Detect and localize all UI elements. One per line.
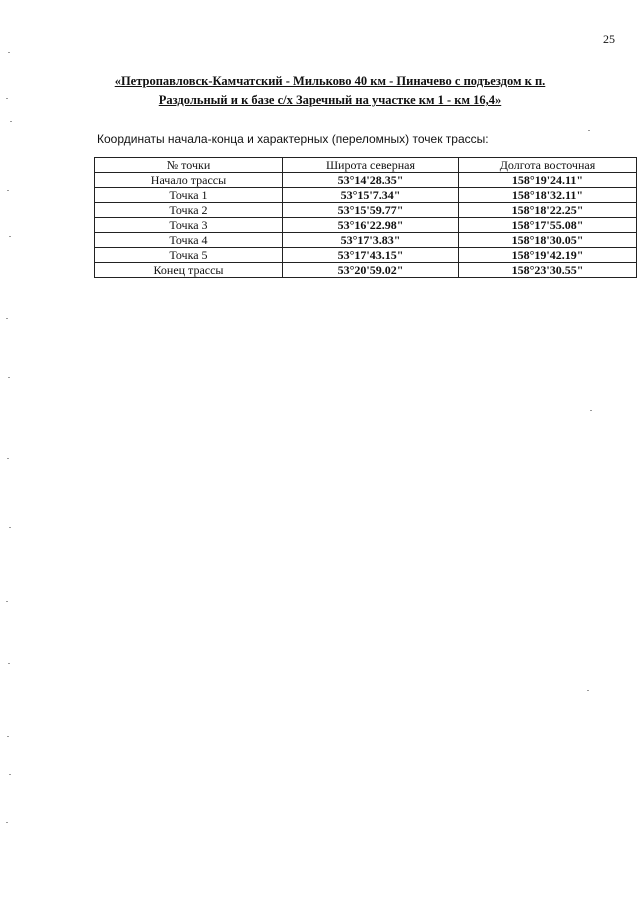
latitude-value: 53°14'28.35" (283, 173, 459, 188)
coordinates-table (94, 157, 637, 278)
scan-speck (6, 318, 8, 319)
page-number: 25 (603, 32, 615, 46)
table-row (95, 263, 637, 278)
header-longitude: Долгота восточная (459, 158, 637, 173)
document-title (100, 72, 560, 110)
point-name: Точка 2 (95, 203, 283, 218)
scan-speck (7, 736, 9, 737)
scan-speck (8, 377, 10, 378)
title-line-1: «Петропавловск-Камчатский - Мильково 40 км - Пиначево с подъездом к п. (114, 74, 546, 88)
table-row (95, 173, 637, 188)
table-row (95, 233, 637, 248)
latitude-value: 53°16'22.98" (283, 218, 459, 233)
scan-speck (8, 663, 10, 664)
latitude-value: 53°15'7.34" (283, 188, 459, 203)
header-latitude: Широта северная (283, 158, 459, 173)
scan-speck (6, 601, 8, 602)
scan-speck (9, 236, 11, 237)
point-name: Точка 5 (95, 248, 283, 263)
table-row (95, 203, 637, 218)
scan-speck (10, 121, 12, 122)
longitude-value: 158°18'22.25" (459, 203, 637, 218)
table-row (95, 218, 637, 233)
longitude-value: 158°18'30.05" (459, 233, 637, 248)
scan-speck (588, 130, 590, 131)
point-name: Начало трассы (95, 173, 283, 188)
scan-speck (9, 774, 11, 775)
scan-speck (9, 527, 11, 528)
longitude-value: 158°18'32.11" (459, 188, 637, 203)
longitude-value: 158°17'55.08" (459, 218, 637, 233)
latitude-value: 53°17'3.83" (283, 233, 459, 248)
longitude-value: 158°19'42.19" (459, 248, 637, 263)
scan-speck (7, 458, 9, 459)
point-name: Точка 3 (95, 218, 283, 233)
scan-speck (6, 98, 8, 99)
table-header-row (95, 158, 637, 173)
longitude-value: 158°19'24.11" (459, 173, 637, 188)
table-row (95, 188, 637, 203)
header-point: № точки (95, 158, 283, 173)
latitude-value: 53°15'59.77" (283, 203, 459, 218)
longitude-value: 158°23'30.55" (459, 263, 637, 278)
latitude-value: 53°20'59.02" (283, 263, 459, 278)
scan-speck (590, 410, 592, 411)
latitude-value: 53°17'43.15" (283, 248, 459, 263)
scan-speck (6, 822, 8, 823)
point-name: Точка 4 (95, 233, 283, 248)
point-name: Точка 1 (95, 188, 283, 203)
title-line-2: Раздольный и к базе с/х Заречный на участке км 1 - км 16,4» (158, 93, 502, 107)
point-name: Конец трассы (95, 263, 283, 278)
scan-speck (7, 190, 9, 191)
scan-speck (8, 52, 10, 53)
table-row (95, 248, 637, 263)
intro-text: Координаты начала-конца и характерных (переломных) точек трассы: (97, 132, 489, 146)
scan-speck (587, 690, 589, 691)
